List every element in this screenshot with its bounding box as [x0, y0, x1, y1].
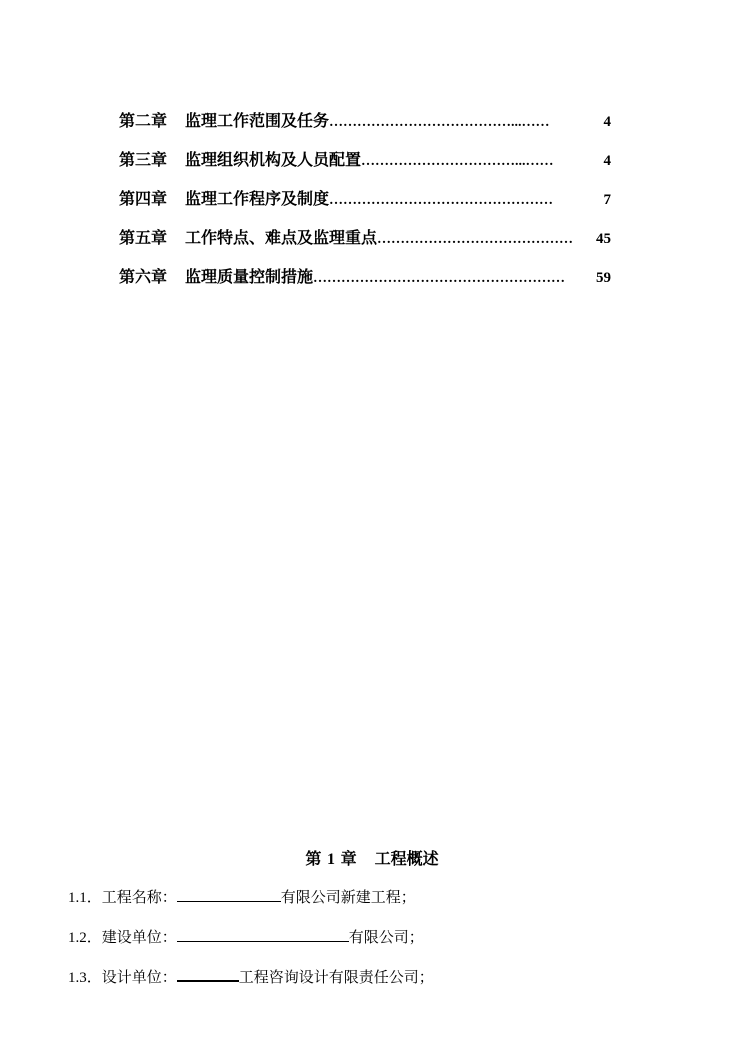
toc-page-number: 4: [603, 153, 611, 169]
chapter-suffix: 章: [340, 849, 357, 868]
table-of-contents: [119, 108, 611, 303]
toc-chapter-label: 第二章: [119, 111, 168, 130]
toc-entry-chapter-4[interactable]: [119, 186, 611, 225]
toc-chapter-title: 监理质量控制措施: [185, 267, 314, 286]
item-label: 工程名称：: [101, 888, 177, 906]
toc-page-number: 45: [596, 231, 611, 247]
blank-underline: [177, 927, 349, 942]
item-index: 1.2．: [68, 930, 102, 946]
toc-chapter-label: 第三章: [119, 150, 168, 169]
client-line: [68, 926, 424, 947]
chapter-prefix: 第: [305, 849, 322, 868]
toc-page-number: 4: [603, 114, 611, 130]
toc-leader-dots: …………………………………………: [329, 193, 554, 208]
chapter-title: 工程概述: [374, 849, 439, 868]
item-index: 1.3．: [68, 970, 102, 986]
toc-leader-dots: …………………………………...……: [329, 115, 550, 130]
blank-underline: [177, 887, 281, 902]
toc-page-number: 7: [603, 192, 611, 208]
item-value: 工程咨询设计有限责任公司；: [238, 968, 434, 986]
toc-entry-chapter-5[interactable]: [119, 225, 611, 264]
toc-chapter-title: 工作特点、难点及监理重点: [185, 228, 378, 247]
toc-entry-chapter-6[interactable]: [119, 264, 611, 303]
item-value: 有限公司新建工程；: [280, 888, 416, 906]
toc-entry-chapter-2[interactable]: [119, 108, 611, 147]
chapter-heading: [0, 846, 744, 869]
project-name-line: [68, 886, 416, 907]
item-index: 1.1．: [68, 890, 102, 906]
item-value: 有限公司；: [348, 928, 424, 946]
toc-chapter-label: 第五章: [119, 228, 168, 247]
chapter-number: 1: [326, 851, 335, 868]
toc-chapter-label: 第六章: [119, 267, 168, 286]
item-label: 建设单位：: [101, 928, 177, 946]
toc-page-number: 59: [596, 270, 611, 286]
toc-leader-dots: ……………………………...……: [361, 154, 554, 169]
toc-chapter-title: 监理工作程序及制度: [185, 189, 330, 208]
toc-leader-dots: ……………………………………: [377, 232, 574, 247]
toc-chapter-label: 第四章: [119, 189, 168, 208]
toc-chapter-title: 监理组织机构及人员配置: [185, 150, 362, 169]
toc-chapter-title: 监理工作范围及任务: [185, 111, 330, 130]
toc-entry-chapter-3[interactable]: [119, 147, 611, 186]
item-label: 设计单位：: [101, 968, 177, 986]
blank-underline: [177, 966, 239, 982]
designer-line: [68, 966, 434, 987]
toc-leader-dots: ………………………………………………: [313, 271, 566, 286]
